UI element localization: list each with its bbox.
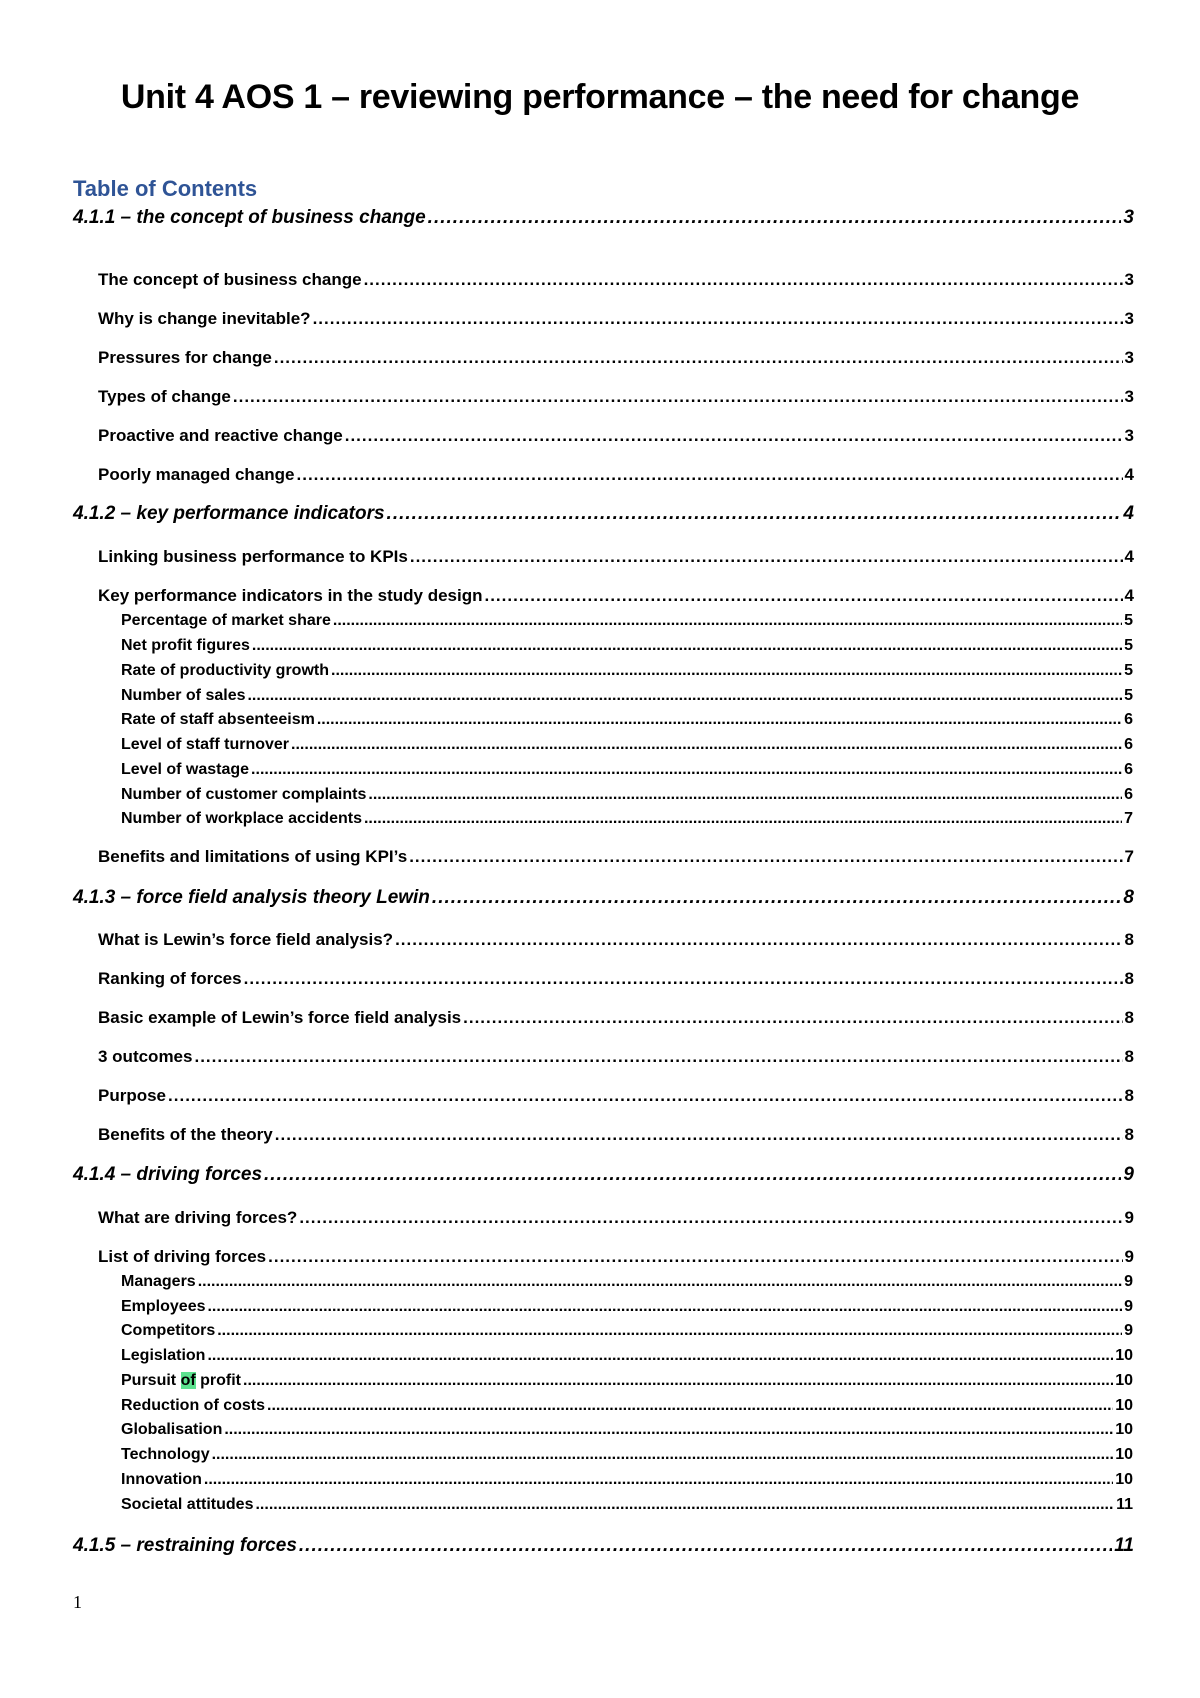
toc-subentry[interactable] [121, 1446, 1133, 1464]
toc-entry-label: Rate of staff absenteeism [121, 711, 315, 728]
toc-entry-label: Number of workplace accidents [121, 810, 362, 827]
toc-page-number: 8 [1124, 1086, 1134, 1105]
dot-leader [194, 1047, 1122, 1067]
toc-page-number: 8 [1123, 887, 1134, 908]
toc-entry-label: 4.1.5 – restraining forces [73, 1535, 297, 1556]
toc-subentry[interactable] [121, 1397, 1133, 1415]
dot-leader [333, 612, 1122, 630]
toc-page-number: 3 [1123, 207, 1134, 228]
toc-subentry[interactable] [121, 1372, 1133, 1390]
toc-page-number: 10 [1115, 1372, 1133, 1389]
dot-leader [207, 1347, 1113, 1365]
toc-entry-label: Ranking of forces [98, 969, 242, 988]
toc-entry-label: Net profit figures [121, 637, 250, 654]
toc-entry[interactable] [98, 426, 1134, 446]
dot-leader [244, 969, 1123, 989]
dot-leader [368, 786, 1122, 804]
toc-page-number: 8 [1124, 1008, 1134, 1027]
toc-page-number: 9 [1124, 1273, 1133, 1290]
toc-section-4-1-3[interactable] [73, 887, 1134, 909]
toc-page-number: 8 [1124, 1047, 1134, 1066]
toc-subentry[interactable] [121, 1347, 1133, 1365]
toc-subentry[interactable] [121, 662, 1133, 680]
toc-subentry[interactable] [121, 1496, 1133, 1514]
toc-page-number: 10 [1115, 1471, 1133, 1488]
toc-entry-label: Number of customer complaints [121, 786, 367, 803]
dot-leader [233, 387, 1123, 407]
dot-leader [224, 1421, 1113, 1439]
toc-page-number: 9 [1124, 1208, 1134, 1227]
toc-entry-label-part: Pursuit [121, 1372, 181, 1389]
toc-page-number: 3 [1124, 348, 1134, 367]
toc-entry[interactable] [98, 1086, 1134, 1106]
toc-entry-label: Level of wastage [121, 761, 250, 778]
toc-entry-label: Number of sales [121, 687, 246, 704]
toc-page-number: 4 [1124, 547, 1134, 566]
toc-page-number: 3 [1124, 387, 1134, 406]
toc-subentry[interactable] [121, 612, 1133, 630]
dot-leader [428, 207, 1122, 229]
toc-page-number: 7 [1124, 847, 1134, 866]
toc-entry[interactable] [98, 1247, 1134, 1267]
dot-leader [168, 1086, 1123, 1106]
dot-leader [274, 348, 1123, 368]
toc-entry-label: Level of staff turnover [121, 736, 290, 753]
toc-entry-label: Societal attitudes [121, 1496, 254, 1513]
dot-leader [264, 1164, 1121, 1186]
toc-entry-label: 4.1.3 – force field analysis theory Lewin [73, 887, 430, 908]
dot-leader [395, 930, 1122, 950]
toc-page-number: 4 [1123, 503, 1134, 524]
toc-entry-label: 4.1.4 – driving forces [73, 1164, 263, 1185]
toc-entry[interactable] [98, 1125, 1134, 1145]
toc-entry[interactable] [98, 930, 1134, 950]
toc-subentry[interactable] [121, 1273, 1133, 1291]
dot-leader [364, 270, 1123, 290]
toc-entry-label: Pressures for change [98, 348, 272, 367]
dot-leader [317, 711, 1122, 729]
toc-entry[interactable] [98, 1008, 1134, 1028]
dot-leader [247, 687, 1122, 705]
toc-entry[interactable] [98, 387, 1134, 407]
toc-entry-label: Reduction of costs [121, 1397, 266, 1414]
toc-entry-label: Globalisation [121, 1421, 223, 1438]
toc-subentry[interactable] [121, 1298, 1133, 1316]
toc-entry-label: Managers [121, 1273, 196, 1290]
toc-page-number: 9 [1124, 1322, 1133, 1339]
document-title: Unit 4 AOS 1 – reviewing performance – the need for change [120, 78, 1080, 116]
toc-page-number: 5 [1124, 662, 1133, 679]
toc-entry-label: Innovation [121, 1471, 202, 1488]
toc-entry-label: Benefits and limitations of using KPI’s [98, 847, 408, 866]
toc-entry[interactable] [98, 270, 1134, 290]
toc-page-number: 9 [1124, 1247, 1134, 1266]
toc-heading: Table of Contents [73, 176, 258, 201]
dot-leader [291, 736, 1122, 754]
toc-entry[interactable] [98, 969, 1134, 989]
dot-leader [198, 1273, 1122, 1291]
dot-leader [299, 1535, 1112, 1557]
dot-leader [212, 1446, 1114, 1464]
dot-leader [463, 1008, 1122, 1028]
dot-leader [409, 847, 1122, 867]
dot-leader [207, 1298, 1122, 1316]
toc-subentry[interactable] [121, 1322, 1133, 1340]
toc-page-number: 10 [1115, 1421, 1133, 1438]
dot-leader [268, 1247, 1122, 1267]
toc-entry-label: Types of change [98, 387, 231, 406]
toc-entry[interactable] [98, 465, 1134, 485]
dot-leader [387, 503, 1122, 525]
toc-page-number: 5 [1124, 612, 1133, 629]
toc-page-number: 9 [1123, 1164, 1134, 1185]
dot-leader [297, 465, 1123, 485]
toc-section-4-1-2[interactable] [73, 503, 1134, 525]
toc-entry-label: 3 outcomes [98, 1047, 193, 1066]
toc-entry-label: 4.1.1 – the concept of business change [73, 207, 426, 228]
dot-leader [204, 1471, 1113, 1489]
toc-page-number: 7 [1124, 810, 1133, 827]
dot-leader [364, 810, 1122, 828]
toc-entry-label: The concept of business change [98, 270, 362, 289]
toc-entry-label: Competitors [121, 1322, 216, 1339]
toc-page-number: 6 [1124, 786, 1133, 803]
toc-entry-label: Employees [121, 1298, 206, 1315]
dot-leader [243, 1372, 1113, 1390]
toc-entry[interactable] [98, 586, 1134, 606]
toc-entry-label: Rate of productivity growth [121, 662, 329, 679]
toc-entry-label: What are driving forces? [98, 1208, 298, 1227]
dot-leader [252, 637, 1122, 655]
toc-page-number: 11 [1114, 1535, 1134, 1556]
toc-entry-label: Poorly managed change [98, 465, 295, 484]
toc-section-4-1-4[interactable] [73, 1164, 1134, 1186]
toc-page-number: 10 [1115, 1397, 1133, 1414]
toc-entry-label: 4.1.2 – key performance indicators [73, 503, 385, 524]
dot-leader [410, 547, 1123, 567]
dot-leader [217, 1322, 1122, 1340]
toc-subentry[interactable] [121, 761, 1133, 779]
toc-entry[interactable] [98, 348, 1134, 368]
toc-subentry[interactable] [121, 711, 1133, 729]
toc-section-4-1-1[interactable] [73, 207, 1134, 229]
toc-page-number: 8 [1124, 1125, 1134, 1144]
toc-entry-label: Proactive and reactive change [98, 426, 343, 445]
toc-page-number: 4 [1124, 586, 1134, 605]
toc-entry[interactable] [98, 847, 1134, 867]
toc-page-number: 10 [1115, 1347, 1133, 1364]
toc-subentry[interactable] [121, 1421, 1133, 1439]
toc-entry-label: Technology [121, 1446, 210, 1463]
toc-page-number: 3 [1124, 309, 1134, 328]
page-number: 1 [73, 1592, 82, 1612]
dot-leader [484, 586, 1122, 606]
dot-leader [345, 426, 1123, 446]
dot-leader [275, 1125, 1123, 1145]
highlighted-word: of [180, 1372, 196, 1389]
dot-leader [251, 761, 1122, 779]
dot-leader [313, 309, 1123, 329]
toc-entry-label: Key performance indicators in the study design [98, 586, 483, 605]
toc-page-number: 5 [1124, 687, 1133, 704]
dot-leader [255, 1496, 1114, 1514]
dot-leader [267, 1397, 1113, 1415]
toc-page-number: 6 [1124, 711, 1133, 728]
toc-entry-label [121, 1372, 241, 1390]
toc-page-number: 9 [1124, 1298, 1133, 1315]
toc-subentry[interactable] [121, 687, 1133, 705]
toc-entry-label: Basic example of Lewin’s force field analysis [98, 1008, 462, 1027]
toc-entry[interactable] [98, 1208, 1134, 1228]
toc-page-number: 6 [1124, 761, 1133, 778]
toc-page-number: 10 [1115, 1446, 1133, 1463]
toc-page-number: 8 [1124, 930, 1134, 949]
toc-page-number: 8 [1124, 969, 1134, 988]
toc-entry-label: Why is change inevitable? [98, 309, 311, 328]
toc-page-number: 4 [1124, 465, 1134, 484]
toc-entry-label: Purpose [98, 1086, 167, 1105]
dot-leader [432, 887, 1122, 909]
toc-entry-label: Linking business performance to KPIs [98, 547, 408, 566]
toc-subentry[interactable] [121, 810, 1133, 828]
toc-entry[interactable] [98, 547, 1134, 567]
toc-entry-label: Benefits of the theory [98, 1125, 273, 1144]
toc-entry-label: Legislation [121, 1347, 206, 1364]
toc-section-4-1-5[interactable] [73, 1535, 1134, 1557]
toc-page-number: 3 [1124, 270, 1134, 289]
toc-page-number: 6 [1124, 736, 1133, 753]
toc-subentry[interactable] [121, 637, 1133, 655]
toc-entry-label: List of driving forces [98, 1247, 267, 1266]
toc-subentry[interactable] [121, 786, 1133, 804]
toc-page-number: 3 [1124, 426, 1134, 445]
dot-leader [299, 1208, 1122, 1228]
dot-leader [331, 662, 1122, 680]
toc-entry[interactable] [98, 309, 1134, 329]
toc-entry[interactable] [98, 1047, 1134, 1067]
toc-entry-label: Percentage of market share [121, 612, 331, 629]
toc-subentry[interactable] [121, 736, 1133, 754]
toc-entry-label: What is Lewin’s force field analysis? [98, 930, 394, 949]
toc-page-number: 11 [1116, 1496, 1133, 1513]
toc-subentry[interactable] [121, 1471, 1133, 1489]
toc-entry-label-part: profit [195, 1372, 241, 1389]
toc-page-number: 5 [1124, 637, 1133, 654]
